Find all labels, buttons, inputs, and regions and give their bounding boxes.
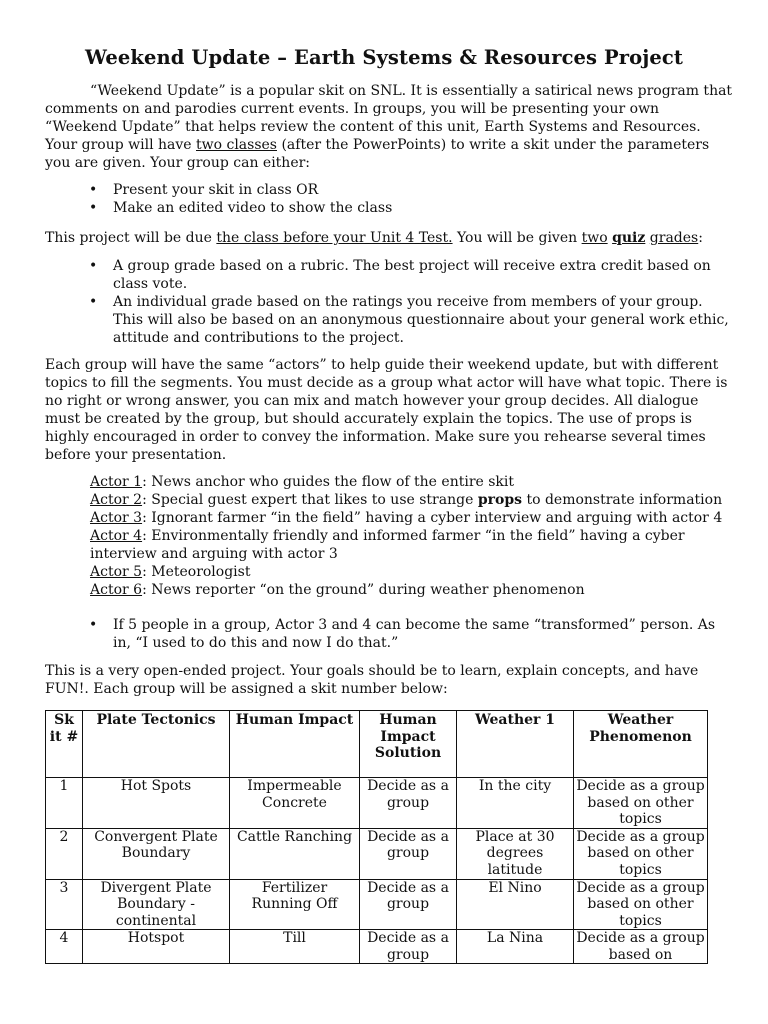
table-cell: In the city bbox=[457, 778, 574, 829]
actor-2 bbox=[90, 491, 730, 509]
intro-paragraph bbox=[45, 82, 735, 172]
table-cell: 2 bbox=[46, 828, 83, 879]
header-skit-number: Sk it # bbox=[46, 711, 83, 778]
table-cell: Decide as a group based on other topics bbox=[574, 778, 708, 829]
actor-label: Actor 1 bbox=[90, 474, 143, 490]
page-title: Weekend Update – Earth Systems & Resources Project bbox=[84, 46, 684, 69]
table-cell: Till bbox=[230, 930, 360, 964]
header-plate-tectonics: Plate Tectonics bbox=[83, 711, 230, 778]
table-cell: Decide as a group based on other topics bbox=[574, 879, 708, 930]
due-quiz: quiz bbox=[612, 230, 646, 246]
table-cell: Decide as a group bbox=[360, 879, 457, 930]
header-human-impact-solution: Human Impact Solution bbox=[360, 711, 457, 778]
actor-label: Actor 4 bbox=[90, 528, 143, 544]
table-cell: Decide as a group bbox=[360, 778, 457, 829]
table-cell: 1 bbox=[46, 778, 83, 829]
table-cell: Hotspot bbox=[83, 930, 230, 964]
actor-label: Actor 6 bbox=[90, 582, 143, 598]
actor-label: Actor 2 bbox=[90, 492, 143, 508]
table-cell: Impermeable Concrete bbox=[230, 778, 360, 829]
table-cell: 4 bbox=[46, 930, 83, 964]
table-cell: Convergent Plate Boundary bbox=[83, 828, 230, 879]
header-weather-phenomenon: Weather Phenomenon bbox=[574, 711, 708, 778]
grades-list bbox=[45, 257, 735, 347]
table-cell: Decide as a group bbox=[360, 828, 457, 879]
due-paragraph bbox=[45, 229, 735, 247]
actor-text: : News anchor who guides the flow of the entire skit bbox=[142, 474, 515, 490]
list-item: • Make an edited video to show the class bbox=[45, 199, 735, 217]
table-cell: Decide as a group based on other topics bbox=[574, 828, 708, 879]
list-item: • A group grade based on a rubric. The best project will receive extra credit based on class vote. bbox=[45, 257, 735, 293]
actors-intro-text: Each group will have the same “actors” to help guide their weekend update, but with different topics to fill the segments. You must decide as a group what actor will have what topic. There is no right or wrong answer, you can mix and match however your group decides. All dialogue must be created by the group, but should accurately explain the topics. The use of props is highly encouraged in order to convey the information. Make sure you rehearse several times before your presentation. bbox=[45, 357, 728, 463]
due-text-2: You will be given bbox=[452, 230, 582, 246]
options-list bbox=[45, 181, 735, 217]
intro-text-2: (after the PowerPoints) to write a skit under the parameters you are given. Your group can either: bbox=[45, 137, 710, 171]
intro-text-1: “Weekend Update” is a popular skit on SNL. It is essentially a satirical news program that comments on and parodies current events. In groups, you will be presenting your own “Weekend Update” that helps review the content of this unit, Earth Systems and Resources. Your group will have bbox=[45, 83, 733, 153]
note-list bbox=[45, 616, 735, 652]
actor-text: : News reporter “on the ground” during weather phenomenon bbox=[142, 582, 585, 598]
list-item: • Present your skit in class OR bbox=[45, 181, 735, 199]
actor-3 bbox=[90, 509, 730, 527]
table-row bbox=[46, 778, 708, 829]
table-row bbox=[46, 828, 708, 879]
table-cell: 3 bbox=[46, 879, 83, 930]
table-cell: La Nina bbox=[457, 930, 574, 964]
actor-label: Actor 5 bbox=[90, 564, 143, 580]
actors-list bbox=[90, 473, 730, 599]
closing-text: This is a very open-ended project. Your goals should be to learn, explain concepts, and have FUN!. Each group will be assigned a skit number below: bbox=[45, 663, 699, 697]
due-grades: grades bbox=[649, 230, 699, 246]
list-item: • An individual grade based on the ratings you receive from members of your group. This will also be based on an anonymous questionnaire about your general work ethic, attitude and contributions to the project. bbox=[45, 293, 735, 347]
table-header-row bbox=[46, 711, 708, 778]
table-cell: Fertilizer Running Off bbox=[230, 879, 360, 930]
actor-1 bbox=[90, 473, 730, 491]
skit-table bbox=[45, 710, 708, 964]
actor-6 bbox=[90, 581, 730, 599]
actors-intro-paragraph bbox=[45, 356, 731, 464]
table-row bbox=[46, 879, 708, 930]
due-text-1: This project will be due bbox=[45, 230, 217, 246]
closing-paragraph bbox=[45, 662, 727, 698]
table-cell: Place at 30 degrees latitude bbox=[457, 828, 574, 879]
due-date: the class before your Unit 4 Test. bbox=[216, 230, 453, 246]
table-cell: Hot Spots bbox=[83, 778, 230, 829]
actor-label: Actor 3 bbox=[90, 510, 143, 526]
table-cell: Decide as a group based on bbox=[574, 930, 708, 964]
table-row bbox=[46, 930, 708, 964]
due-two: two bbox=[581, 230, 608, 246]
actor-text: : Environmentally friendly and informed farmer “in the field” having a cyber interview and arguing with actor 3 bbox=[90, 528, 685, 562]
intro-two-classes: two classes bbox=[196, 137, 277, 153]
header-weather-1: Weather 1 bbox=[457, 711, 574, 778]
table-cell: El Nino bbox=[457, 879, 574, 930]
header-human-impact: Human Impact bbox=[230, 711, 360, 778]
due-text-3: : bbox=[698, 230, 703, 246]
table-cell: Divergent Plate Boundary - continental bbox=[83, 879, 230, 930]
table-cell: Decide as a group bbox=[360, 930, 457, 964]
list-item: • If 5 people in a group, Actor 3 and 4 can become the same “transformed” person. As in, “I used to do this and now I do that.” bbox=[45, 616, 735, 652]
table-cell: Cattle Ranching bbox=[230, 828, 360, 879]
actor-5 bbox=[90, 563, 730, 581]
actor-text: : Meteorologist bbox=[142, 564, 251, 580]
actor-props: props bbox=[477, 492, 522, 508]
actor-text: to demonstrate information bbox=[522, 492, 723, 508]
actor-4 bbox=[90, 527, 730, 563]
actor-text: : Ignorant farmer “in the field” having a cyber interview and arguing with actor 4 bbox=[142, 510, 723, 526]
actor-text: : Special guest expert that likes to use strange bbox=[142, 492, 478, 508]
